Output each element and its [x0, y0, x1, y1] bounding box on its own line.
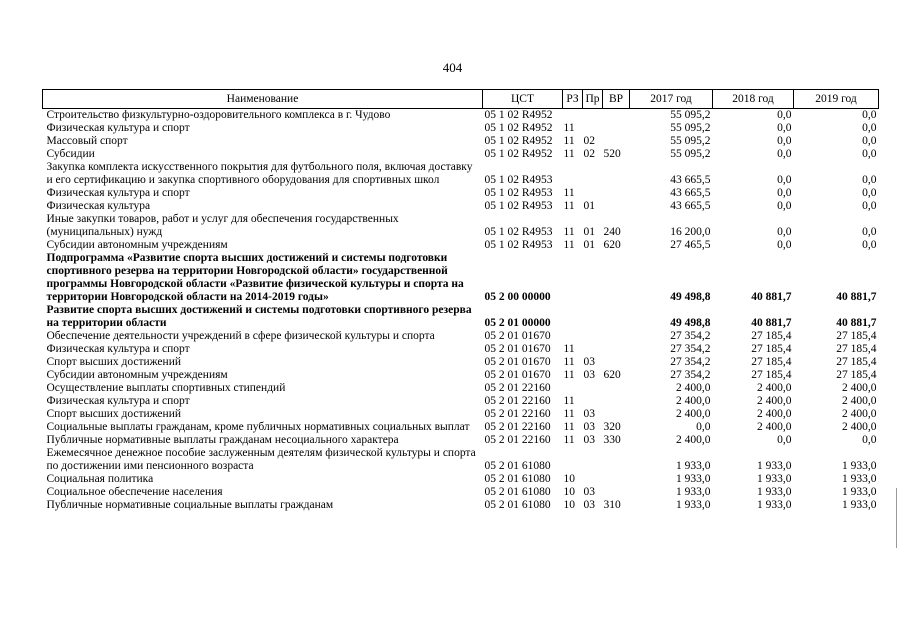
cell-name: Публичные нормативные социальные выплаты гражданам — [46, 499, 334, 511]
cell-name: Физическая культура и спорт — [46, 343, 190, 355]
cell-2019: 0,0 — [862, 187, 877, 199]
cell-rz — [563, 304, 583, 330]
cell-cst: 05 2 01 01670 — [484, 369, 551, 381]
cell-rz: 11 — [563, 226, 575, 238]
cell-name: Осуществление выплаты спортивных стипендий — [46, 382, 286, 394]
cell-2018: 2 400,0 — [757, 421, 792, 433]
cell-rz: 11 — [563, 408, 575, 420]
cell-2017: 1 933,0 — [676, 473, 711, 485]
cell-pr: 03 — [583, 486, 595, 498]
cell-2019: 0,0 — [862, 200, 877, 212]
cell-2017: 49 498,8 — [670, 291, 711, 303]
cell-vr: 320 — [603, 421, 621, 433]
cell-2018: 40 881,7 — [751, 291, 792, 303]
cell-pr: 01 — [583, 239, 595, 251]
table-row — [43, 148, 879, 161]
cell-2019: 0,0 — [862, 135, 877, 147]
cell-rz: 11 — [563, 148, 575, 160]
cell-pr — [583, 304, 603, 330]
cell-2019: 27 185,4 — [836, 330, 877, 342]
cell-pr — [583, 109, 603, 123]
cell-2019: 0,0 — [862, 109, 877, 121]
cell-vr: 520 — [603, 148, 621, 160]
table-row — [43, 161, 879, 187]
cell-pr — [583, 252, 603, 304]
cell-2017: 1 933,0 — [676, 460, 711, 472]
cell-2019: 2 400,0 — [842, 395, 877, 407]
header-2017: 2017 год — [630, 90, 713, 109]
cell-name: Обеспечение деятельности учреждений в сфере физической культуры и спорта — [46, 330, 435, 342]
cell-vr — [603, 187, 630, 200]
cell-cst: 05 1 02 R4952 — [484, 122, 553, 134]
cell-pr: 03 — [583, 369, 595, 381]
cell-rz: 10 — [563, 473, 575, 485]
cell-name: Строительство физкультурно-оздоровительного комплекса в г. Чудово — [46, 109, 391, 121]
cell-2019: 1 933,0 — [842, 473, 877, 485]
cell-pr: 03 — [583, 356, 595, 368]
table-row — [43, 330, 879, 343]
cell-rz — [563, 161, 583, 187]
cell-pr: 01 — [583, 226, 595, 238]
cell-2019: 1 933,0 — [842, 486, 877, 498]
cell-pr: 01 — [583, 200, 595, 212]
cell-2018: 1 933,0 — [757, 473, 792, 485]
cell-2019: 2 400,0 — [842, 382, 877, 394]
table-row — [43, 499, 879, 512]
table-body — [43, 109, 879, 513]
cell-2017: 2 400,0 — [676, 408, 711, 420]
cell-pr — [583, 122, 603, 135]
table-row — [43, 252, 879, 304]
cell-cst: 05 1 02 R4953 — [484, 174, 553, 186]
table-row — [43, 343, 879, 356]
cell-cst: 05 2 01 61080 — [484, 499, 551, 511]
cell-name: Социальные выплаты гражданам, кроме публичных нормативных социальных выплат — [46, 421, 470, 433]
cell-name: Спорт высших достижений — [46, 356, 182, 368]
cell-2018: 0,0 — [777, 226, 792, 238]
cell-rz — [563, 330, 583, 343]
cell-2017: 27 354,2 — [670, 330, 711, 342]
scan-mark — [896, 488, 897, 548]
cell-vr — [603, 343, 630, 356]
cell-2018: 27 185,4 — [751, 356, 792, 368]
cell-2017: 0,0 — [696, 421, 711, 433]
cell-rz: 11 — [563, 395, 575, 407]
cell-vr — [603, 135, 630, 148]
cell-cst: 05 1 02 R4953 — [484, 226, 553, 238]
cell-vr — [603, 447, 630, 473]
cell-2019: 2 400,0 — [842, 408, 877, 420]
cell-vr — [603, 473, 630, 486]
page-number: 404 — [442, 60, 463, 75]
cell-cst: 05 2 00 00000 — [484, 291, 551, 303]
cell-2017: 27 354,2 — [670, 356, 711, 368]
cell-pr: 03 — [583, 408, 595, 420]
cell-cst: 05 2 01 01670 — [484, 330, 551, 342]
cell-2018: 0,0 — [777, 174, 792, 186]
cell-name: Подпрограмма «Развитие спорта высших достижений и системы подготовки спортивного резерва на территории Новгородской области» государственной программы Новгородской области «Развитие физической культуры и спорта на территории Новгородской области на 2014-2019 годы» — [46, 252, 464, 303]
cell-2019: 0,0 — [862, 174, 877, 186]
header-rz: РЗ — [563, 90, 583, 109]
cell-cst: 05 1 02 R4953 — [484, 200, 553, 212]
cell-vr — [603, 122, 630, 135]
cell-pr: 03 — [583, 434, 595, 446]
cell-pr: 02 — [583, 135, 595, 147]
cell-pr: 02 — [583, 148, 595, 160]
table-row — [43, 200, 879, 213]
cell-cst: 05 2 01 22160 — [484, 408, 551, 420]
cell-2018: 2 400,0 — [757, 408, 792, 420]
cell-rz: 11 — [563, 239, 575, 251]
cell-2019: 27 185,4 — [836, 356, 877, 368]
cell-vr — [603, 161, 630, 187]
cell-name: Социальная политика — [46, 473, 154, 485]
cell-name: Развитие спорта высших достижений и системы подготовки спортивного резерва на территории области — [46, 304, 472, 329]
cell-vr: 620 — [603, 369, 621, 381]
cell-rz: 11 — [563, 369, 575, 381]
cell-cst: 05 2 01 22160 — [484, 421, 551, 433]
cell-rz — [563, 252, 583, 304]
cell-rz — [563, 382, 583, 395]
table-row — [43, 109, 879, 123]
cell-2018: 2 400,0 — [757, 395, 792, 407]
cell-2019: 0,0 — [862, 148, 877, 160]
table-row — [43, 135, 879, 148]
cell-name: Публичные нормативные выплаты гражданам несоциального характера — [46, 434, 399, 446]
cell-2017: 2 400,0 — [676, 395, 711, 407]
cell-2019: 0,0 — [862, 122, 877, 134]
cell-2019: 40 881,7 — [836, 317, 877, 329]
cell-name: Физическая культура и спорт — [46, 395, 190, 407]
cell-cst: 05 2 01 01670 — [484, 343, 551, 355]
cell-2018: 0,0 — [777, 109, 792, 121]
budget-table — [42, 89, 879, 512]
cell-2018: 27 185,4 — [751, 343, 792, 355]
header-pr: Пр — [583, 90, 603, 109]
cell-2017: 55 095,2 — [670, 122, 711, 134]
cell-name: Физическая культура и спорт — [46, 122, 190, 134]
cell-vr — [603, 395, 630, 408]
cell-rz: 10 — [563, 499, 575, 511]
cell-name: Закупка комплекта искусственного покрытия для футбольного поля, включая доставку и его сертификацию и закупка спортивного оборудования для спортивных школ — [46, 161, 473, 186]
cell-2019: 1 933,0 — [842, 499, 877, 511]
cell-2017: 27 354,2 — [670, 343, 711, 355]
cell-cst: 05 2 01 01670 — [484, 356, 551, 368]
cell-cst: 05 2 01 22160 — [484, 382, 551, 394]
cell-vr: 620 — [603, 239, 621, 251]
cell-pr — [583, 343, 603, 356]
cell-2019: 2 400,0 — [842, 421, 877, 433]
cell-rz: 11 — [563, 421, 575, 433]
cell-rz — [563, 447, 583, 473]
cell-vr — [603, 109, 630, 123]
cell-rz: 11 — [563, 434, 575, 446]
cell-2017: 49 498,8 — [670, 317, 711, 329]
cell-cst: 05 1 02 R4952 — [484, 148, 553, 160]
table-row — [43, 447, 879, 473]
cell-vr: 310 — [603, 499, 621, 511]
cell-rz: 10 — [563, 486, 575, 498]
cell-2017: 27 354,2 — [670, 369, 711, 381]
cell-2018: 0,0 — [777, 187, 792, 199]
cell-name: Субсидии — [46, 148, 95, 160]
cell-2018: 0,0 — [777, 122, 792, 134]
cell-name: Социальное обеспечение населения — [46, 486, 223, 498]
cell-vr: 240 — [603, 226, 621, 238]
cell-name: Физическая культура и спорт — [46, 187, 190, 199]
header-cst: ЦСТ — [483, 90, 563, 109]
cell-cst: 05 1 02 R4952 — [484, 135, 553, 147]
cell-cst: 05 2 01 22160 — [484, 395, 551, 407]
cell-2017: 55 095,2 — [670, 135, 711, 147]
cell-pr — [583, 382, 603, 395]
cell-rz: 11 — [563, 135, 575, 147]
cell-2019: 0,0 — [862, 434, 877, 446]
table-row — [43, 356, 879, 369]
cell-2017: 55 095,2 — [670, 148, 711, 160]
cell-pr — [583, 395, 603, 408]
table-row — [43, 473, 879, 486]
table-row — [43, 304, 879, 330]
cell-cst: 05 2 01 61080 — [484, 473, 551, 485]
cell-vr — [603, 330, 630, 343]
cell-name: Спорт высших достижений — [46, 408, 182, 420]
cell-rz — [563, 109, 583, 123]
cell-2017: 16 200,0 — [670, 226, 711, 238]
cell-2017: 1 933,0 — [676, 499, 711, 511]
cell-2019: 1 933,0 — [842, 460, 877, 472]
header-2019: 2019 год — [794, 90, 879, 109]
cell-2018: 1 933,0 — [757, 460, 792, 472]
cell-name: Иные закупки товаров, работ и услуг для обеспечения государственных (муниципальных) нужд — [46, 213, 399, 238]
cell-pr — [583, 330, 603, 343]
cell-pr — [583, 187, 603, 200]
table-row — [43, 122, 879, 135]
cell-vr — [603, 252, 630, 304]
cell-name: Субсидии автономным учреждениям — [46, 369, 228, 381]
cell-pr: 03 — [583, 499, 595, 511]
cell-rz: 11 — [563, 187, 575, 199]
cell-cst: 05 2 01 22160 — [484, 434, 551, 446]
cell-vr — [603, 200, 630, 213]
table-header — [43, 90, 879, 109]
header-row — [43, 90, 879, 109]
table-row — [43, 213, 879, 239]
cell-2018: 1 933,0 — [757, 499, 792, 511]
cell-rz: 11 — [563, 343, 575, 355]
cell-2019: 27 185,4 — [836, 369, 877, 381]
cell-2018: 1 933,0 — [757, 486, 792, 498]
cell-vr — [603, 486, 630, 499]
header-vr: ВР — [603, 90, 630, 109]
cell-name: Массовый спорт — [46, 135, 128, 147]
cell-2018: 40 881,7 — [751, 317, 792, 329]
cell-vr — [603, 382, 630, 395]
cell-2018: 0,0 — [777, 239, 792, 251]
cell-2018: 2 400,0 — [757, 382, 792, 394]
cell-cst: 05 2 01 61080 — [484, 486, 551, 498]
cell-name: Физическая культура — [46, 200, 151, 212]
cell-cst: 05 2 01 61080 — [484, 460, 551, 472]
table-row — [43, 382, 879, 395]
cell-2017: 43 665,5 — [670, 200, 711, 212]
cell-vr — [603, 408, 630, 421]
cell-cst: 05 1 02 R4953 — [484, 187, 553, 199]
cell-2018: 0,0 — [777, 148, 792, 160]
cell-cst: 05 1 02 R4952 — [484, 109, 553, 121]
cell-pr — [583, 161, 603, 187]
cell-2017: 2 400,0 — [676, 382, 711, 394]
cell-vr — [603, 356, 630, 369]
cell-2019: 27 185,4 — [836, 343, 877, 355]
cell-vr: 330 — [603, 434, 621, 446]
table-row — [43, 486, 879, 499]
cell-2018: 27 185,4 — [751, 330, 792, 342]
cell-pr — [583, 473, 603, 486]
cell-rz: 11 — [563, 200, 575, 212]
cell-pr: 03 — [583, 421, 595, 433]
cell-rz: 11 — [563, 122, 575, 134]
cell-2017: 43 665,5 — [670, 187, 711, 199]
cell-2019: 0,0 — [862, 239, 877, 251]
cell-rz: 11 — [563, 356, 575, 368]
table-row — [43, 369, 879, 382]
cell-2019: 0,0 — [862, 226, 877, 238]
cell-2017: 1 933,0 — [676, 486, 711, 498]
cell-cst: 05 2 01 00000 — [484, 317, 551, 329]
cell-2019: 40 881,7 — [836, 291, 877, 303]
cell-2017: 2 400,0 — [676, 434, 711, 446]
cell-2017: 55 095,2 — [670, 109, 711, 121]
cell-pr — [583, 447, 603, 473]
header-2018: 2018 год — [713, 90, 794, 109]
cell-2018: 0,0 — [777, 434, 792, 446]
cell-vr — [603, 304, 630, 330]
table-row — [43, 395, 879, 408]
cell-name: Субсидии автономным учреждениям — [46, 239, 228, 251]
cell-2018: 0,0 — [777, 135, 792, 147]
cell-2017: 27 465,5 — [670, 239, 711, 251]
table-row — [43, 421, 879, 434]
table-row — [43, 408, 879, 421]
cell-2018: 27 185,4 — [751, 369, 792, 381]
table-row — [43, 434, 879, 447]
cell-2018: 0,0 — [777, 200, 792, 212]
table-row — [43, 187, 879, 200]
header-name: Наименование — [43, 90, 483, 109]
table-row — [43, 239, 879, 252]
cell-2017: 43 665,5 — [670, 174, 711, 186]
cell-name: Ежемесячное денежное пособие заслуженным деятелям физической культуры и спорта по достижении ими пенсионного возраста — [46, 447, 476, 472]
cell-cst: 05 1 02 R4953 — [484, 239, 553, 251]
